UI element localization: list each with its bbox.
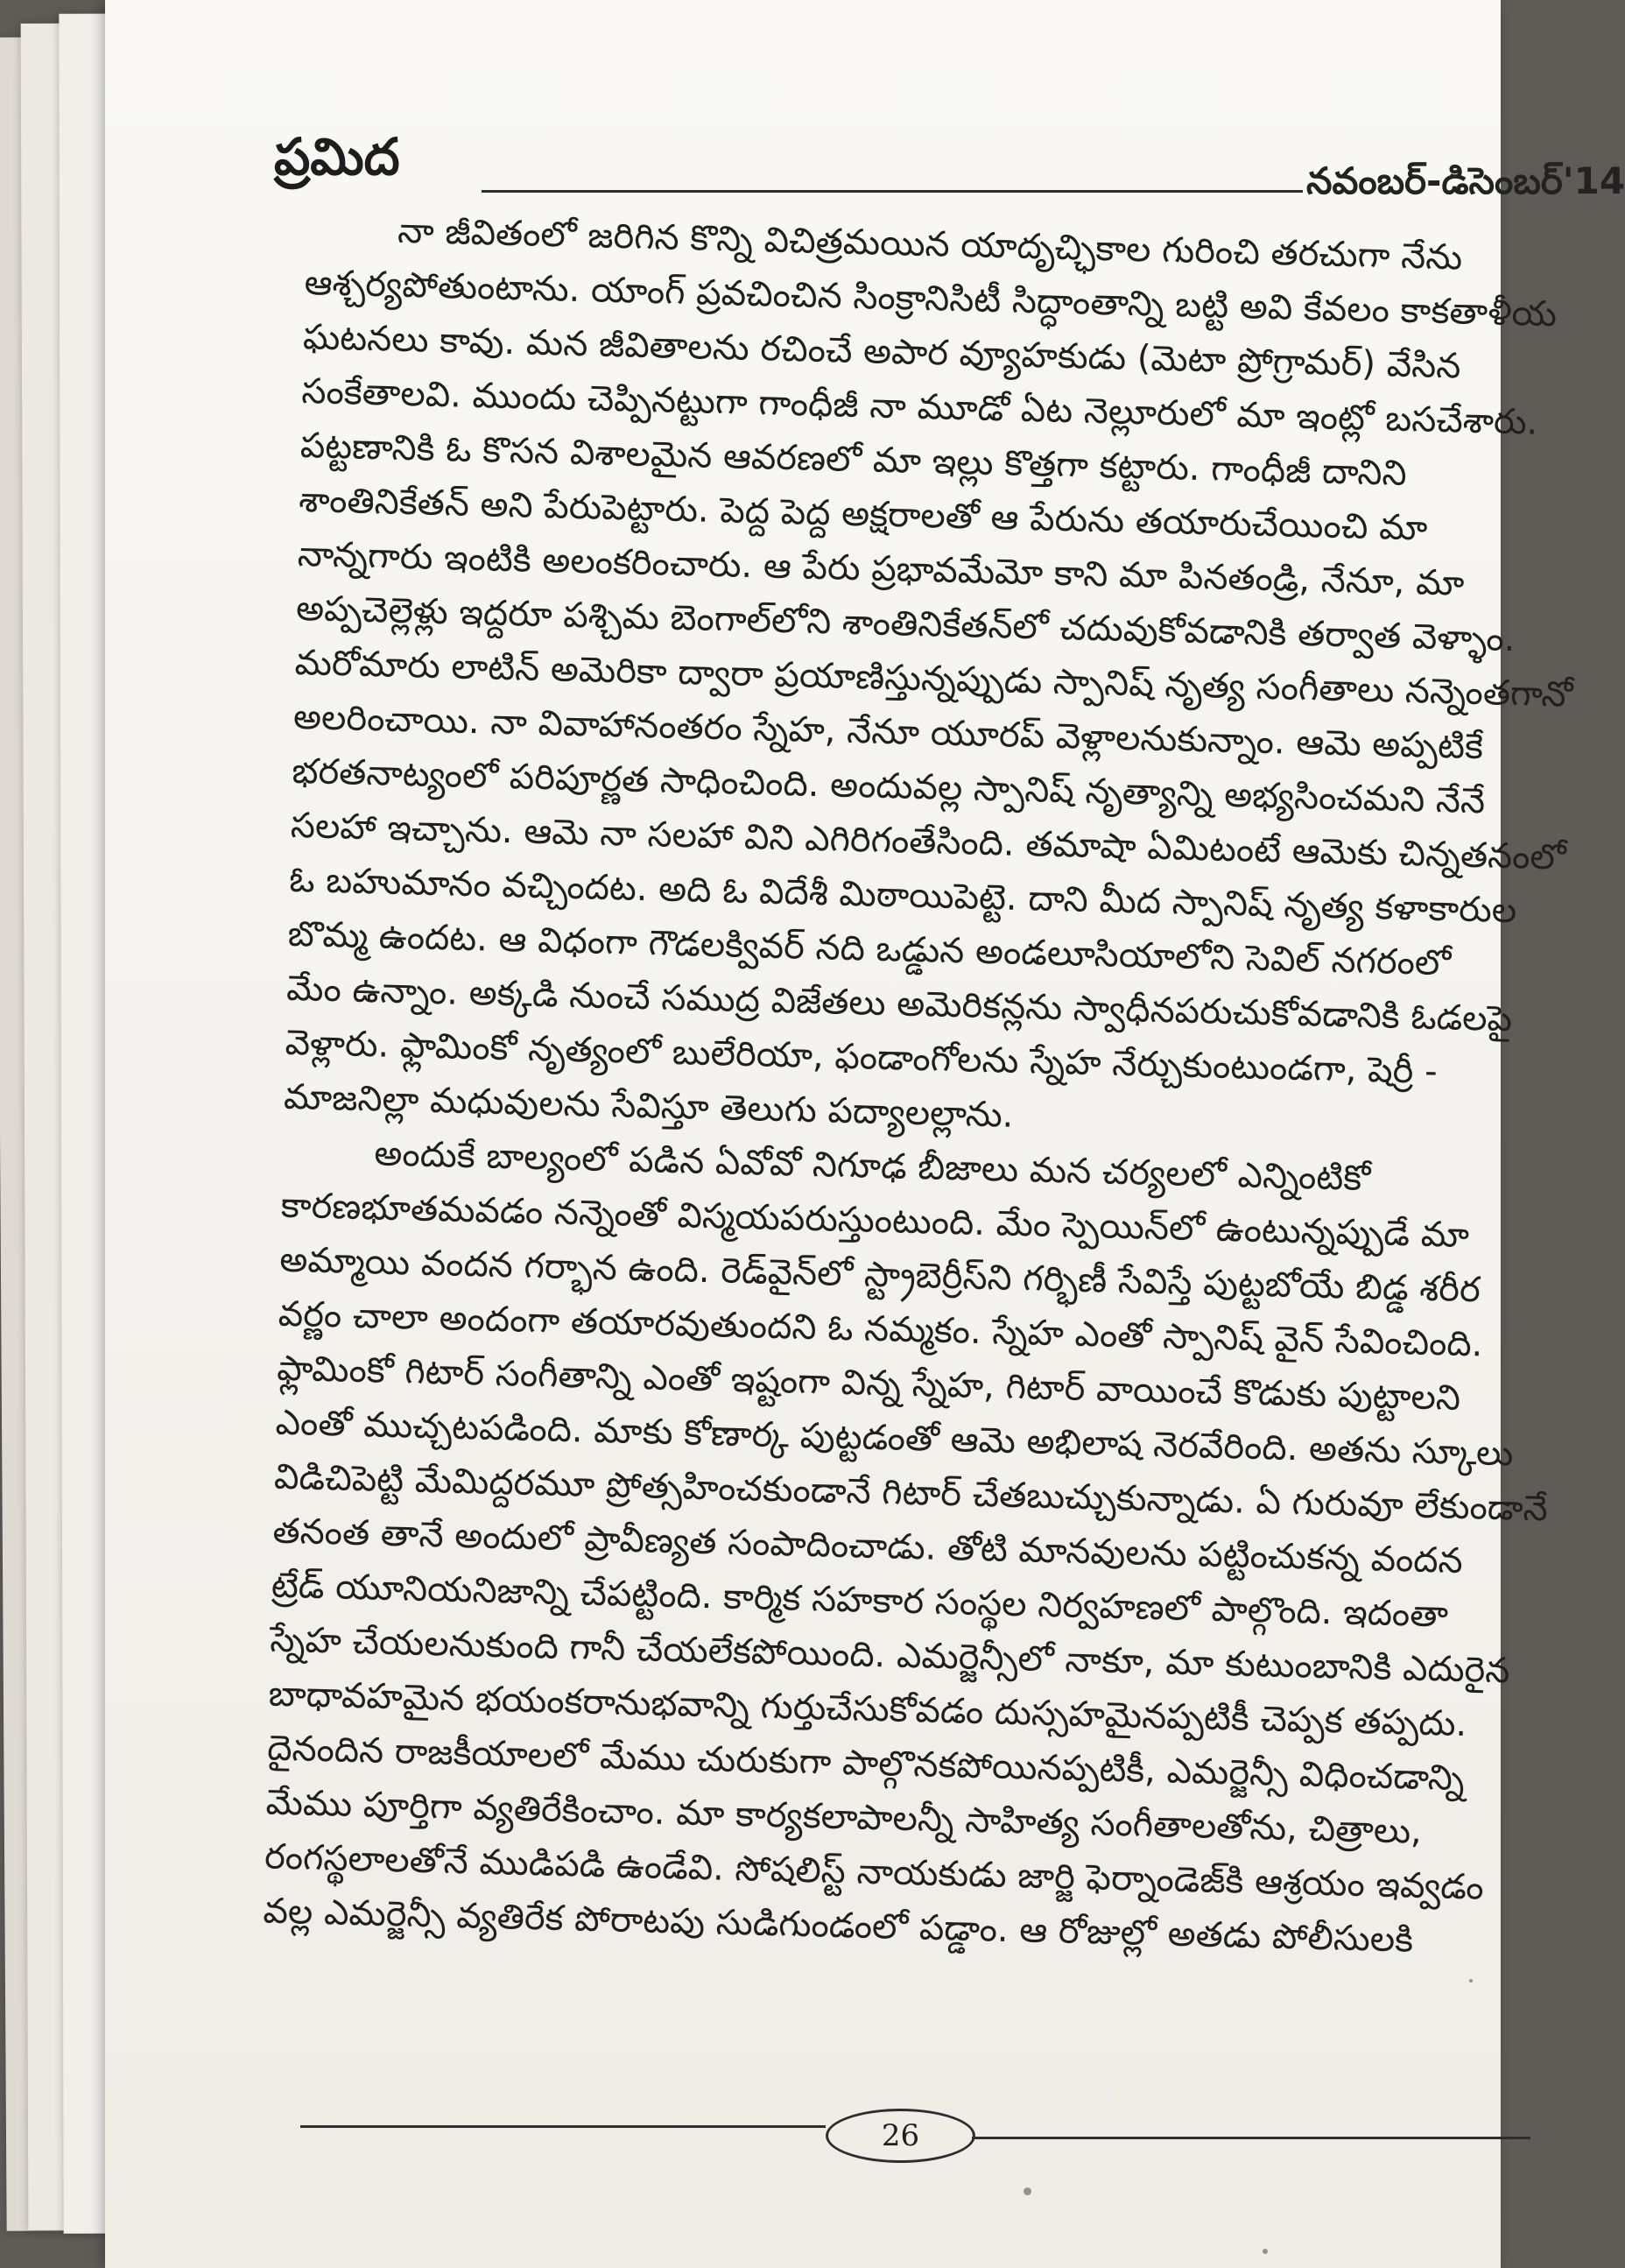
article-line: మేము పూర్తిగా వ్యతిరేకించాం. మా కార్యకలాపాలన్నీ సాహిత్య సంగీతాలతోను, చిత్రాలు,	[265, 1782, 1423, 1852]
magazine-title: ప్రమిద	[274, 127, 400, 187]
issue-date: నవంబర్-డిసెంబర్'14	[1306, 159, 1625, 202]
page-number: 26	[826, 2109, 975, 2163]
article-line: మేం ఉన్నాం. అక్కడి నుంచే సముద్ర విజేతలు అమెరికన్లను స్వాధీనపరుచుకోవడానికి ఓడలపై	[285, 968, 1513, 1040]
header-rule	[482, 190, 1303, 193]
scan-speck	[1469, 1979, 1473, 1983]
article-line: దైనందిన రాజకీయాలలో మేము చురుకుగా పాల్గొనకపోయినప్పటికీ, ఎమర్జెన్సీ విధించడాన్ని	[266, 1728, 1466, 1800]
article-line: పట్టణానికి ఓ కొసన విశాలమైన ఆవరణలో మా ఇల్లు కొత్తగా కట్టారు. గాంధీజీ దానిని	[299, 425, 1408, 494]
article-line: వెళ్లారు. ఫ్లామింకో నృత్యంలో బులేరియా, ఫండాంగోలను స్నేహ నేర్చుకుంటుండగా, షెర్రీ -	[285, 1022, 1439, 1092]
article-line: మరోమారు లాటిన్ అమెరికా ద్వారా ప్రయాణిస్తున్నప్పుడు స్పానిష్ నృత్య సంగీతాలు నన్నెంతగానో	[294, 642, 1573, 715]
article-line: తనంత తానే అందులో ప్రావీణ్యత సంపాదించాడు. తోటి మానవులను పట్టించుకన్న వందన	[271, 1511, 1464, 1581]
scan-speck	[1263, 2249, 1268, 2254]
article-line: సలహా ఇచ్చాను. ఆమె నా సలహా విని ఎగిరిగంతేసింది. తమాషా ఏమిటంటే ఆమెకు చిన్నతనంలో	[290, 805, 1567, 878]
article-line: ఓ బహుమానం వచ్చిందట. అది ఓ విదేశీ మిఠాయిపెట్టె. దాని మీద స్పానిష్ నృత్య కళాకారుల	[288, 859, 1517, 932]
article-line: మాజనిల్లా మధువులను సేవిస్తూ తెలుగు పద్యాలల్లాను.	[283, 1076, 1015, 1136]
article-line: కారణభూతమవడం నన్నెంతో విస్మయపరుస్తుంటుంది. మేం స్పెయిన్‌లో ఉంటున్నప్పుడే మా	[280, 1185, 1470, 1256]
article-line: ఫ్లామింకో గిటార్ సంగీతాన్ని ఎంతో ఇష్టంగా విన్న స్నేహ, గిటార్ వాయించే కొడుకు పుట్టాలని	[276, 1348, 1461, 1419]
article-line: వర్ణం చాలా అందంగా తయారవుతుందని ఓ నమ్మకం. స్నేహ ఎంతో స్పానిష్ వైన్ సేవించింది.	[278, 1293, 1484, 1365]
article-line: బాధావహమైన భయంకరానుభవాన్ని గుర్తుచేసుకోవడం దుస్సహమైనప్పటికీ చెప్పక తప్పదు.	[268, 1673, 1467, 1745]
article-line: అప్పచెల్లెళ్లు ఇద్దరూ పశ్చిమ బెంగాల్‌లోని శాంతినికేతన్‌లో చదువుకోవడానికి తర్వాత వెళ్ళాం.	[295, 588, 1516, 660]
article-line: అమ్మాయి వందన గర్భాన ఉంది. రెడ్‌వైన్‌లో స్ట్రాబెర్రీస్‌ని గర్భిణీ సేవిస్తే పుట్టబోయే బిడ్డ శరీర	[278, 1239, 1481, 1311]
article-line: స్నేహ చేయలనుకుంది గానీ చేయలేకపోయింది. ఎమర్జెన్సీలో నాకూ, మా కుటుంబానికి ఎదురైన	[269, 1619, 1510, 1692]
footer-rule-left	[300, 2125, 826, 2128]
article-line: బొమ్మ ఉందట. ఆ విధంగా గౌడలక్వివర్ నది ఒడ్డున అండలూసియాలోని సెవిల్ నగరంలో	[287, 913, 1452, 984]
article-line: ఎంతో ముచ్చటపడింది. మాకు కోణార్క పుట్టడంతో ఆమె అభిలాష నెరవేరింది. అతను స్కూలు	[275, 1402, 1514, 1475]
article-line: వల్ల ఎమర్జెన్సీ వ్యతిరేక పోరాటపు సుడిగుండంలో పడ్డాం. ఆ రోజుల్లో అతడు పోలీసులకి	[262, 1891, 1414, 1961]
scan-speck	[1024, 2187, 1031, 2195]
article-line: ట్రేడ్ యూనియనిజాన్ని చేపట్టింది. కార్మిక సహకార సంస్థల నిర్వహణలో పాల్గొంది. ఇదంతా	[271, 1565, 1449, 1636]
article-line: అలరించాయి. నా వివాహానంతరం స్నేహ, నేనూ యూరప్ వెళ్లాలనుకున్నాం. ఆమె అప్పటికే	[292, 696, 1484, 768]
article-line: శాంతినికేతన్ అని పేరుపెట్టారు. పెద్ద పెద్ద అక్షరాలతో ఆ పేరును తయారుచేయించి మా	[298, 479, 1428, 549]
article-line: విడిచిపెట్టి మేమిద్దరమూ ప్రోత్సహించకుండానే గిటార్ చేతబుచ్చుకున్నాడు. ఏ గురువూ లేకుండానే	[273, 1456, 1549, 1530]
article-line: ఘటనలు కావు. మన జీవితాలను రచించే అపార వ్యూహకుడు (మెటా ప్రోగ్రామర్) వేసిన	[302, 316, 1461, 387]
article-line: ఆశ్చర్యపోతుంటాను. యాంగ్ ప్రవచించిన సింక్రానిసిటీ సిద్ధాంతాన్ని బట్టి అవి కేవలం కాకతాళీయ	[304, 262, 1558, 335]
article-line: భరతనాట్యంలో పరిపూర్ణత సాధించింది. అందువల్ల స్పానిష్ నృత్యాన్ని అభ్యసించమని నేనే	[291, 750, 1486, 822]
article-line: నా జీవితంలో జరిగిన కొన్ని విచిత్రమయిన యాదృచ్ఛికాల గురించి తరచుగా నేను	[397, 210, 1463, 278]
footer-rule-right	[972, 2137, 1530, 2139]
article-line: నాన్నగారు ఇంటికి అలంకరించారు. ఆ పేరు ప్రభావమేమో కాని మా పినతండ్రి, నేనూ, మా	[297, 533, 1465, 604]
article-body	[258, 201, 1573, 2117]
article-line: సంకేతాలవి. ముందు చెప్పినట్టుగా గాంధీజీ నా మూడో ఏట నెల్లూరులో మా ఇంట్లో బసచేశారు.	[300, 370, 1538, 443]
magazine-page	[105, 0, 1625, 2268]
article-line: అందుకే బాల్యంలో పడిన ఏవోవో నిగూఢ బీజాలు మన చర్యలలో ఎన్నింటికో	[373, 1133, 1371, 1200]
article-line: రంగస్థలాలతోనే ముడిపడి ఉండేవి. సోషలిస్ట్ నాయకుడు జార్జి ఫెర్నాండెజ్‌కి ఆశ్రయం ఇవ్వడం	[264, 1836, 1485, 1908]
